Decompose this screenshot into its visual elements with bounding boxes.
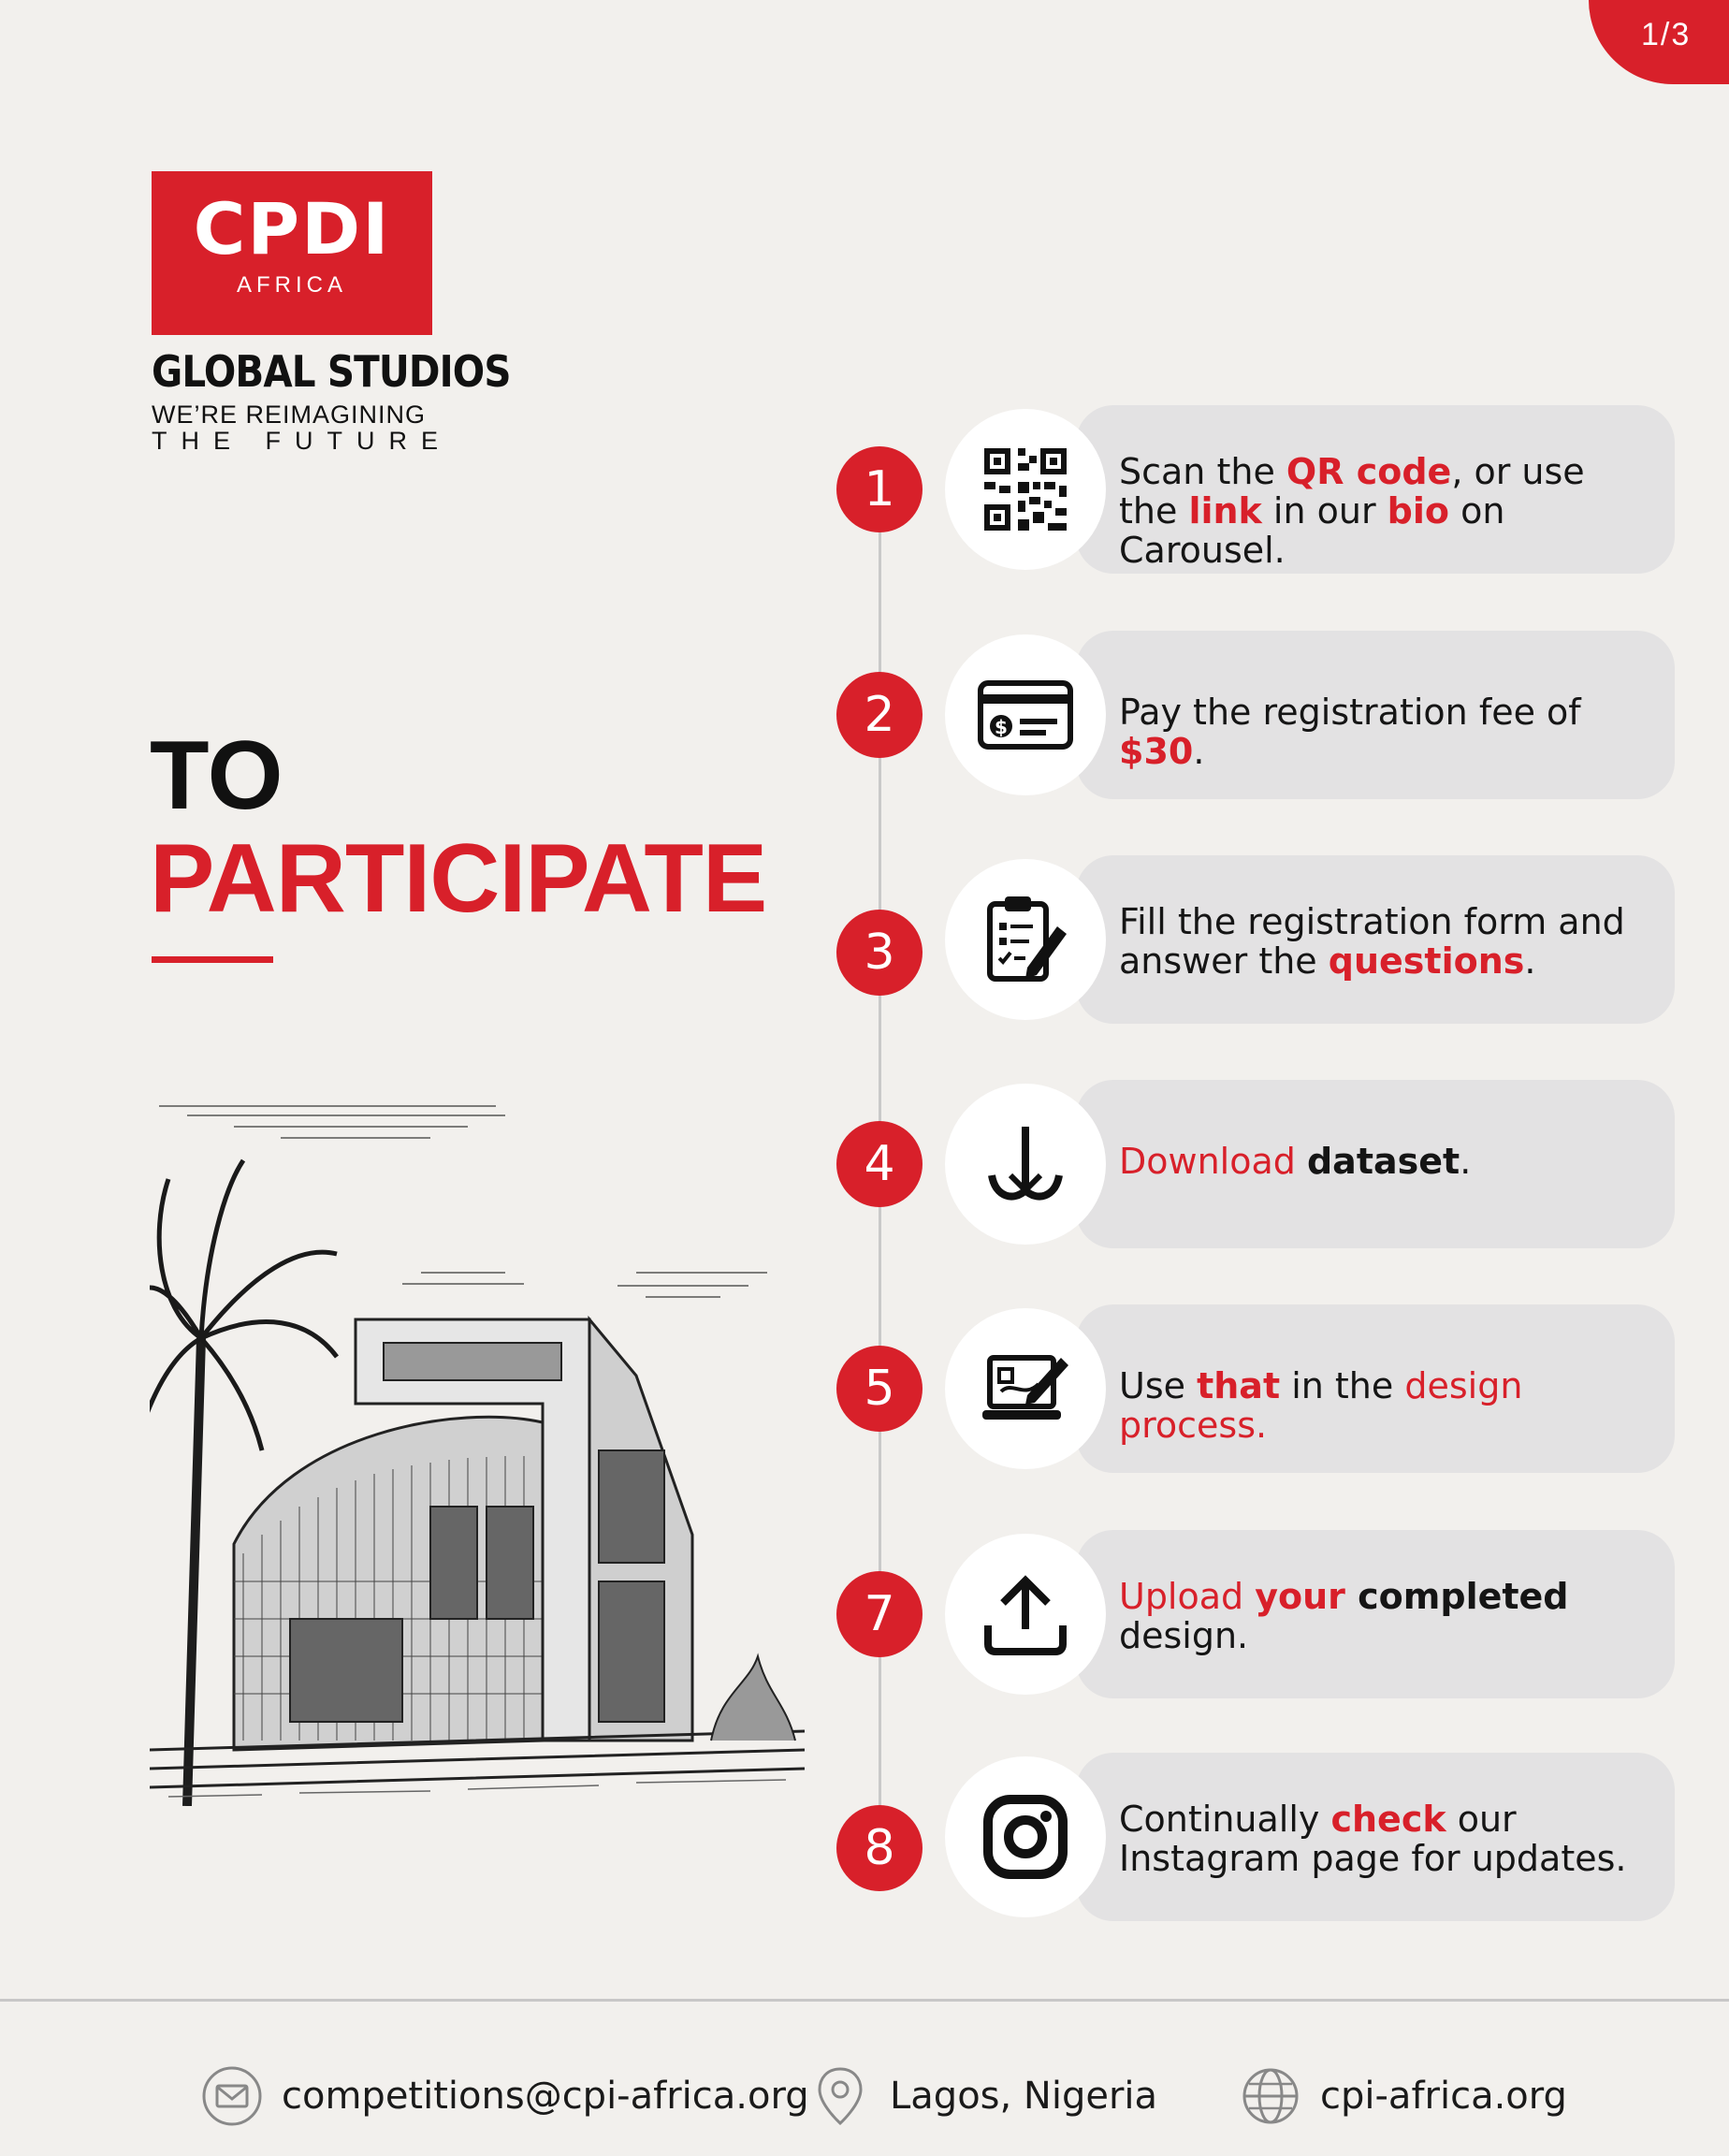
step-text-segment: Fill the registration form and answer the xyxy=(1119,901,1625,982)
clipboard-form-icon xyxy=(945,859,1106,1020)
step-text-highlight: questions xyxy=(1328,940,1525,982)
step-number: 7 xyxy=(836,1571,923,1657)
payment-card-icon xyxy=(945,634,1106,795)
step-text-segment: in our xyxy=(1261,490,1388,532)
step-number: 8 xyxy=(836,1805,923,1891)
logo-mark: CPDI xyxy=(193,187,391,270)
step-number: 4 xyxy=(836,1121,923,1207)
step-text-segment: Scan the xyxy=(1119,451,1286,492)
footer-website[interactable] xyxy=(1240,2063,1567,2129)
step-8 xyxy=(0,1753,1729,1921)
footer-location-text: Lagos, Nigeria xyxy=(890,2075,1158,2118)
step-text-highlight: Download xyxy=(1119,1141,1307,1182)
svg-text:$: $ xyxy=(995,716,1008,738)
step-text-segment: , or use the xyxy=(1119,451,1585,532)
page-indicator-badge xyxy=(1589,0,1729,84)
footer-email-text[interactable]: competitions@cpi-africa.org xyxy=(282,2075,809,2118)
step-text-emphasis: dataset xyxy=(1306,1141,1460,1182)
page-indicator: 1/3 xyxy=(1641,17,1692,52)
step-4 xyxy=(0,1080,1729,1248)
instagram-icon xyxy=(945,1756,1106,1917)
step-text-emphasis: completed xyxy=(1344,1576,1569,1617)
step-text xyxy=(1119,1799,1643,1878)
step-text-segment: Pay the registration fee of xyxy=(1119,692,1581,733)
step-text-highlight: your xyxy=(1255,1576,1345,1617)
step-text xyxy=(1119,1577,1643,1655)
step-text-highlight: Upload xyxy=(1119,1576,1256,1617)
step-5 xyxy=(0,1304,1729,1473)
step-3 xyxy=(0,855,1729,1024)
step-text-highlight: link xyxy=(1188,490,1262,532)
step-text-highlight: check xyxy=(1330,1799,1446,1840)
step-text-segment: our Instagram page for updates. xyxy=(1119,1799,1627,1879)
download-anchor-icon xyxy=(945,1084,1106,1245)
step-text-segment: . xyxy=(1460,1141,1472,1182)
step-text-segment: Use xyxy=(1119,1365,1198,1406)
step-text-segment: . xyxy=(1524,940,1536,982)
qr-code-icon xyxy=(945,409,1106,570)
step-text-highlight: $30 xyxy=(1119,731,1194,772)
step-number: 3 xyxy=(836,910,923,996)
mail-icon xyxy=(201,2065,263,2127)
step-number: 5 xyxy=(836,1346,923,1432)
footer-location xyxy=(809,2063,1157,2129)
step-number: 2 xyxy=(836,672,923,758)
step-1 xyxy=(0,405,1729,574)
step-7 xyxy=(0,1530,1729,1698)
step-text-highlight: bio xyxy=(1387,490,1450,532)
footer-divider xyxy=(0,1999,1729,2002)
location-pin-icon xyxy=(809,2065,871,2127)
brand-logo xyxy=(152,171,432,335)
step-text-highlight: that xyxy=(1197,1365,1281,1406)
step-number: 1 xyxy=(836,446,923,532)
step-text xyxy=(1119,452,1643,570)
brand-tagline-1: WE’RE REIMAGINING xyxy=(152,401,427,429)
logo-subtitle: AFRICA xyxy=(236,272,347,298)
step-text-segment: . xyxy=(1193,731,1205,772)
footer-website-text[interactable]: cpi-africa.org xyxy=(1320,2075,1567,2118)
step-text-highlight: design process. xyxy=(1119,1365,1523,1446)
step-text-segment: Continually xyxy=(1119,1799,1331,1840)
laptop-design-icon xyxy=(945,1308,1106,1469)
brand-tagline-2: THE FUTURE xyxy=(152,427,452,455)
step-text xyxy=(1119,1366,1643,1445)
step-2 xyxy=(0,631,1729,799)
brand-name: GLOBAL STUDIOS xyxy=(152,346,511,397)
step-text-segment: design. xyxy=(1119,1615,1249,1656)
step-text xyxy=(1119,1142,1643,1181)
upload-icon xyxy=(945,1534,1106,1695)
step-text xyxy=(1119,902,1643,981)
title-line-2: PARTICIPATE xyxy=(150,824,767,933)
globe-icon xyxy=(1240,2065,1301,2127)
step-text-segment: on Carousel. xyxy=(1119,490,1505,571)
step-text xyxy=(1119,692,1643,771)
step-text-segment: in the xyxy=(1280,1365,1405,1406)
title-line-1: TO xyxy=(150,721,283,830)
step-text-highlight: QR code xyxy=(1286,451,1452,492)
footer-email[interactable] xyxy=(201,2063,809,2129)
